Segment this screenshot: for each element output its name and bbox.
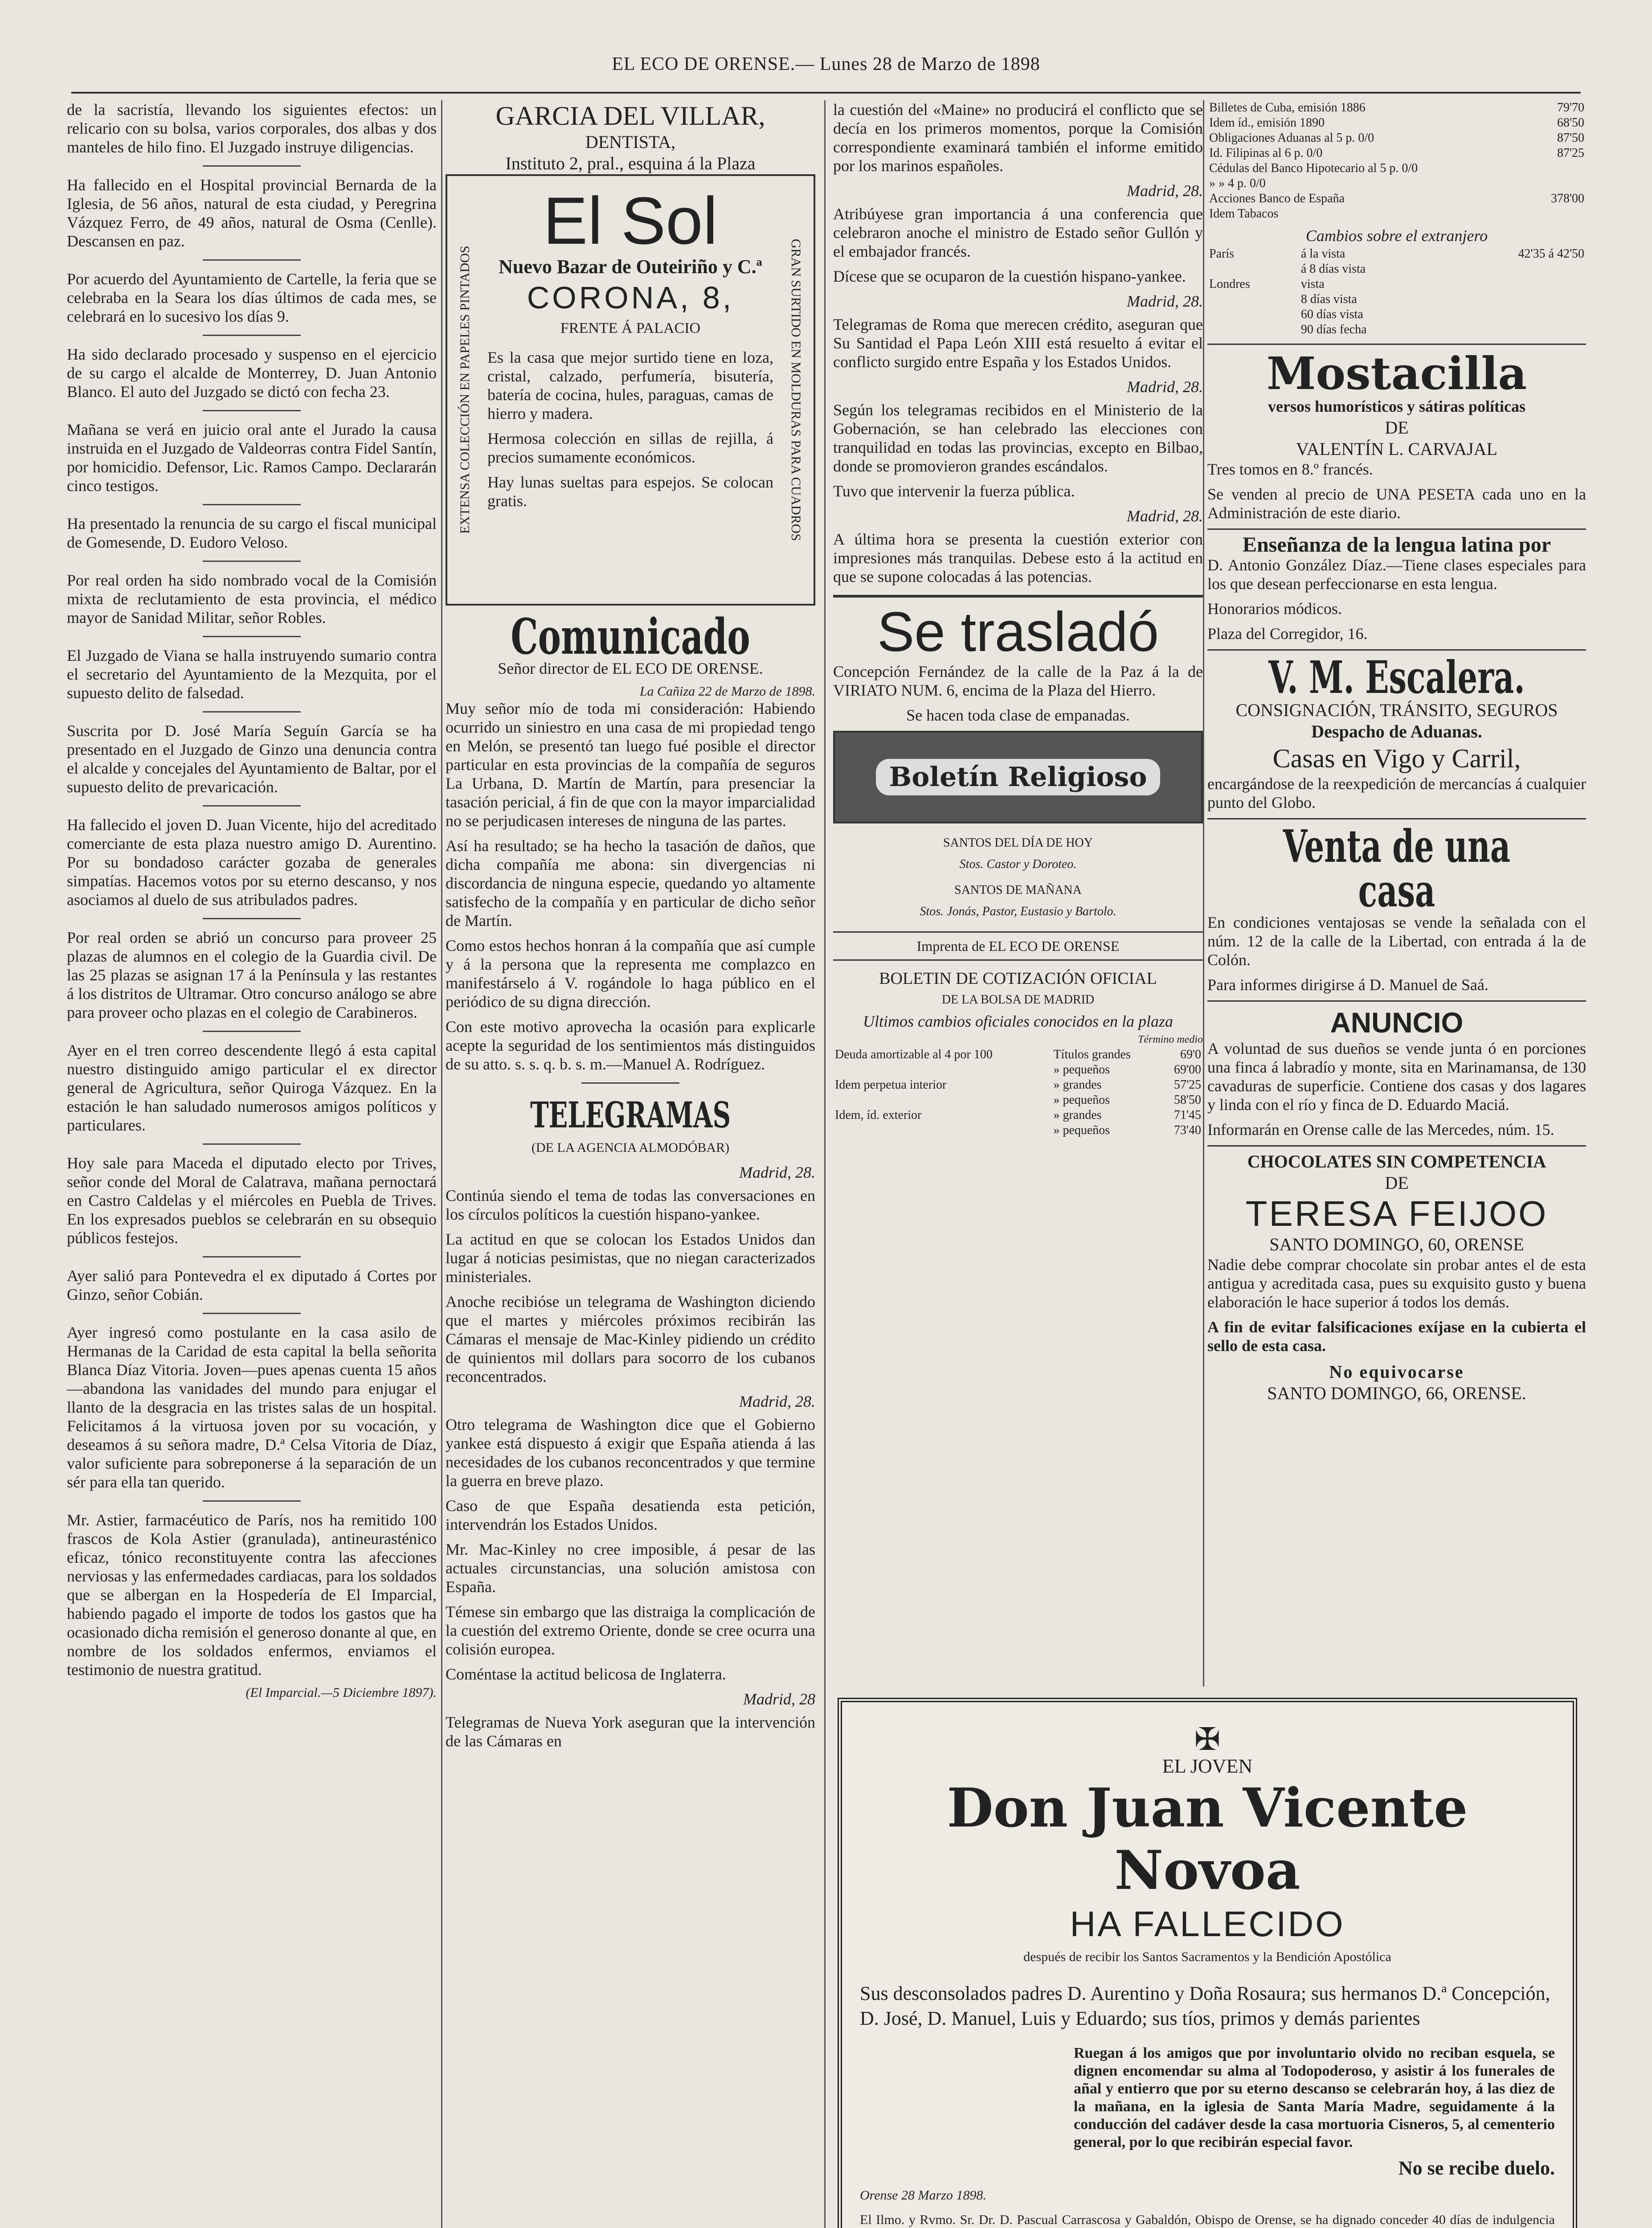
- bond-value: 58'50: [1174, 1093, 1201, 1107]
- bond-name: Deuda amortizable al 4 por 100: [835, 1048, 993, 1061]
- telegram-text: Según los telegramas recibidos en el Ministerio de la Gobernación, se han celebrado las elecciones con tranquilidad en todas las provincias, excepto en Bilbao, donde se promovieron grandes escándalos.: [833, 401, 1203, 475]
- bond-value: 79'70: [1557, 101, 1584, 115]
- escalera-sub: CONSIGNACIÓN, TRÁNSITO, SEGUROS: [1235, 700, 1558, 720]
- cotizacion-title: BOLETIN DE COTIZACIÓN OFICIAL: [879, 969, 1157, 988]
- cotizacion-sub: DE LA BOLSA DE MADRID: [941, 993, 1095, 1007]
- table-row: [1207, 146, 1586, 161]
- separator: [203, 711, 301, 713]
- el-sol-text: Es la casa que mejor surtido tiene en loza, cristal, calzado, perfumería, bisutería, batería de cocina, hules, paraguas, camas de hierro y madera.: [487, 348, 773, 422]
- news-item: Ayer salió para Pontevedra el ex diputado á Cortes por Ginzo, señor Cobián.: [67, 1267, 437, 1303]
- separator: [203, 1143, 301, 1145]
- column-rule: [1203, 100, 1204, 1687]
- telegram-date: Madrid, 28.: [1127, 292, 1203, 310]
- separator: [203, 1500, 301, 1502]
- chocolates-text: A fin de evitar falsificaciones exíjase en la cubierta el sello de esta casa.: [1207, 1318, 1586, 1355]
- chocolates-warning: No equivocarse: [1329, 1362, 1464, 1382]
- dentist-name: GARCIA DEL VILLAR,: [495, 101, 765, 131]
- rate: 42'35 á 42'50: [1518, 247, 1584, 261]
- escalera-casas: Casas en Vigo y Carril,: [1272, 744, 1521, 773]
- bond-value: [1530, 176, 1586, 191]
- separator: [203, 561, 301, 562]
- boletin-religioso-banner: [833, 731, 1203, 823]
- escalera-title: V. M. Escalera.: [1268, 651, 1525, 704]
- telegram-text: Tuvo que intervenir la fuerza pública.: [833, 482, 1075, 500]
- chocolates-de: DE: [1385, 1173, 1409, 1193]
- anuncio-text: Informarán en Orense calle de las Mercedes, núm. 15.: [1207, 1121, 1554, 1139]
- bond-name: Obligaciones Aduanas al 5 p. 0/0: [1209, 131, 1374, 145]
- table-row: [833, 1062, 1203, 1077]
- table-row: [1207, 161, 1586, 176]
- boletin-saints: Stos. Jonás, Pastor, Eustasio y Bartolo.: [920, 905, 1116, 918]
- separator: [203, 410, 301, 411]
- obituary-content: [860, 1724, 1555, 2228]
- bond-name: » » 4 p. 0/0: [1209, 176, 1266, 190]
- column-rule: [824, 100, 826, 2228]
- cambios-title: Cambios sobre el extranjero: [1305, 227, 1488, 245]
- table-row: [833, 1108, 1203, 1123]
- cambios-table: [1207, 246, 1586, 337]
- traslado-text: Se hacen toda clase de empanadas.: [906, 706, 1130, 724]
- bond-kind: » pequeños: [1053, 1063, 1110, 1077]
- obituary-box: [838, 1698, 1577, 2228]
- obituary-request: Ruegan á los amigos que por involuntario olvido no reciban esquela, se dignen encomendar su alma al Todopoderoso, y asistir á los funerales de añal y entierro que por su eterno descanso se celebrarán hoy, á las diez de la mañana, en la iglesia de Santa María Madre, seguidamente á la conducción del cadáver desde la casa mortuoria Cisneros, 5, al cementerio general, por lo que recibirán especial favor.: [1074, 2045, 1555, 2150]
- boletin-title: Boletín Religioso: [876, 759, 1161, 795]
- separator: [203, 335, 301, 336]
- separator: [203, 1313, 301, 1314]
- el-sol-side-left: EXTENSA COLECCIÓN EN PAPELES PINTADOS: [458, 246, 472, 534]
- telegram-text: Telegramas de Roma que merecen crédito, aseguran que Su Santidad el Papa León XIII está resuelto á evitar el conflicto surgido entre España y los Estados Unidos.: [833, 315, 1203, 371]
- table-row: [1207, 262, 1586, 277]
- term: 8 días vista: [1300, 292, 1357, 306]
- comunicado-paragraph: Así ha resultado; se ha hecho la tasación de daños, que dicha compañía me abona: sin divergencias ni discordancia de ninguna especie, quedando yo altamente satisfecho de la compañía y en particular de dicho señor de Martín.: [446, 837, 815, 930]
- telegramas-agency: (DE LA AGENCIA ALMODÓBAR): [531, 1140, 730, 1155]
- cross-icon: ✠: [1194, 1723, 1221, 1757]
- separator: [203, 918, 301, 919]
- table-row: [833, 1047, 1203, 1062]
- news-item: Por real orden ha sido nombrado vocal de la Comisión mixta de reclutamiento de esta provincia, el médico mayor de Sanidad Militar, señor Robles.: [67, 571, 437, 627]
- bond-kind: » grandes: [1053, 1078, 1102, 1092]
- bond-value: 71'45: [1174, 1108, 1201, 1122]
- term: á 8 días vista: [1300, 262, 1366, 276]
- bond-name: [833, 1093, 1051, 1108]
- venta-text: En condiciones ventajosas se vende la señalada con el núm. 12 de la calle de la Libertad, con entrada á la de Colón.: [1207, 913, 1586, 969]
- table-row: [833, 1077, 1203, 1093]
- bond-value: [1530, 206, 1586, 221]
- news-item: Ha presentado la renuncia de su cargo el fiscal municipal de Gomesende, D. Eudoro Veloso.: [67, 515, 437, 551]
- bond-kind: » grandes: [1053, 1108, 1102, 1122]
- news-item: Ha fallecido el joven D. Juan Vicente, hijo del acreditado comerciante de esta plaza nuestro amigo D. Aurentino. Por su bondadoso carácter gozaba de generales simpatías. Hacemos votos por su eterno descanso, y nos asociamos al duelo de sus atribulados padres.: [67, 816, 437, 909]
- bond-name: Billetes de Cuba, emisión 1886: [1209, 101, 1366, 115]
- chocolates-text: Nadie debe comprar chocolate sin probar antes el de esta antigua y acreditada casa, pues su exquisito gusto y buena elaboración le hace superior á todos los demás.: [1207, 1256, 1586, 1311]
- column-telegrams-boletin: [833, 100, 1203, 1138]
- bond-value: 57'25: [1174, 1078, 1201, 1092]
- separator: [203, 504, 301, 505]
- cotizacion-table: [833, 1047, 1203, 1138]
- separator: [1207, 649, 1586, 651]
- table-row: [1207, 277, 1586, 292]
- obituary-bishop: El Ilmo. y Rvmo. Sr. Dr. D. Pascual Carrascosa y Gabaldón, Obispo de Orense, se ha dignado conceder 40 días de indulgencia: [860, 2212, 1555, 2227]
- el-sol-text: Hay lunas sueltas para espejos. Se colocan gratis.: [487, 473, 773, 510]
- telegram-text: Mr. Mac-Kinley no cree imposible, á pesar de las actuales circunstancias, una solución amistosa con España.: [446, 1540, 815, 1596]
- separator: [1207, 528, 1586, 530]
- table-row: [1207, 176, 1586, 191]
- separator: [203, 805, 301, 807]
- anuncio-text: A voluntad de sus dueños se vende junta ó en porciones una finca á labradío y monte, sita en Marinamansa, de 130 cavaduras de superficie. Contiene dos casas y dos lagares y linda con el río y finca de D. Eduardo Maciá.: [1207, 1040, 1586, 1114]
- bond-name: Idem perpetua interior: [835, 1078, 947, 1092]
- chocolates-title: CHOCOLATES SIN COMPETENCIA: [1247, 1151, 1546, 1171]
- telegram-text: Caso de que España desatienda esta petición, intervendrán los Estados Unidos.: [446, 1497, 815, 1533]
- news-item: Mañana se verá en juicio oral ante el Jurado la causa instruida en el Juzgado de Valdeorras contra Fidel Santín, por homicidio. Defensor, Lic. Ramos Campo. Declararán cinco testigos.: [67, 421, 437, 495]
- separator: [833, 931, 1203, 933]
- news-item: Ayer en el tren correo descendente llegó á esta capital nuestro distinguido amigo particular el ex director general de Agricultura, señor Quiroga Vázquez. En la estación le han saludado numerosos amigos políticos y particulares.: [67, 1041, 437, 1134]
- imprenta-line: Imprenta de EL ECO DE ORENSE: [916, 938, 1120, 954]
- news-item: Ayer ingresó como postulante en la casa asilo de Hermanas de la Caridad de esta capital la bella señorita Blanca Díaz Vitoria. Joven—pues apenas cuenta 15 años—abandona las vanidades del mundo para enjugar el llanto de la desgracia en las tristes salas de un hospital. Felicitamos á la virtuosa joven por su vocación, y deseamos á su señora madre, D.ª Celsa Vitoria de Díaz, valor suficiente para sobreponerse á la separación de un sér para ella tan querido.: [67, 1323, 437, 1491]
- telegram-date: Madrid, 28: [743, 1690, 815, 1708]
- bond-name: Idem, íd. exterior: [835, 1108, 922, 1122]
- bond-name: Cédulas del Banco Hipotecario al 5 p. 0/0: [1209, 161, 1418, 175]
- table-row: [1207, 100, 1586, 115]
- separator: [833, 595, 1203, 598]
- bond-name: Id. Filipinas al 6 p. 0/0: [1209, 146, 1323, 160]
- telegram-text: Continúa siendo el tema de todas las conversaciones en los círculos políticos la cuestión hispano-yankee.: [446, 1187, 815, 1223]
- bond-kind: Títulos grandes: [1053, 1048, 1131, 1061]
- comunicado-paragraph: Como estos hechos honran á la compañía que así cumple y á la persona que la representa me complazco en manifestárselo á V. rogándole lo haga público en el periódico de su digna dirección.: [446, 937, 815, 1011]
- obituary-family: Sus desconsolados padres D. Aurentino y Doña Rosaura; sus hermanos D.ª Concepción, D. José, D. Manuel, Luis y Eduardo; sus tíos, primos y demás parientes: [860, 1982, 1550, 2029]
- table-row: [833, 1123, 1203, 1138]
- el-sol-front: FRENTE Á PALACIO: [560, 320, 701, 336]
- news-item: Hoy sale para Maceda el diputado electo por Trives, señor conde del Moral de Calatrava, mañana pernoctará en Castro Caldelas y el miércoles en Puebla de Trives. En los expresados pueblos se celebrarán en su obsequio públicos festejos.: [67, 1154, 437, 1247]
- comunicado-to: Señor director de EL ECO DE ORENSE.: [498, 659, 763, 677]
- separator: [203, 636, 301, 637]
- dentist-address: Instituto 2, pral., esquina á la Plaza: [505, 153, 756, 173]
- header-rule: [71, 92, 1581, 94]
- term: vista: [1300, 277, 1325, 291]
- bond-name: Idem íd., emisión 1890: [1209, 116, 1325, 130]
- telegram-text: Anoche recibióse un telegrama de Washington diciendo que el martes y miércoles próximos recibirán las Cámaras el mensaje de Mac-Kinley pidiendo un crédito de quinientos mil dollars para socorro de los cubanos reconcentrados.: [446, 1293, 815, 1385]
- bond-name: [833, 1062, 1051, 1077]
- table-row: [1207, 115, 1586, 131]
- news-item: Por real orden se abrió un concurso para proveer 25 plazas de alumnos en el colegio de la Guardia civil. De las 25 plazas se asignan 17 á la Península y las restantes á los distritos de Ultramar. Otro concurso análogo se abre para proveer ocho plazas en el colegio de Carabineros.: [67, 929, 437, 1021]
- comunicado-title: Comunicado: [511, 608, 750, 665]
- dentist-ad: [446, 100, 815, 174]
- comunicado-paragraph: Muy señor mío de toda mi consideración: Habiendo ocurrido un siniestro en una casa de mi propiedad tengo en Melón, se presentó tan luego fué posible el director particular en esta provincias de la compañía de seguros La Urbana, D. Martín de Martín, para presenciar la tasación pericial, á fin de que con la mayor imparcialidad no se perjudicasen intereses de ninguna de las partes.: [446, 700, 815, 830]
- news-item: Por acuerdo del Ayuntamiento de Cartelle, la feria que se celebraba en la Seara los días últimos de cada mes, se celebrará en lo sucesivo los días 9.: [67, 270, 437, 325]
- chocolates-name: TERESA FEIJOO: [1245, 1194, 1548, 1233]
- column-local-news: [67, 100, 437, 1700]
- escalera-desp: Despacho de Aduanas.: [1311, 721, 1482, 741]
- table-row: [1207, 322, 1586, 337]
- news-item: Suscrita por D. José María Seguín García se ha presentado en el Juzgado de Ginzo una denuncia contra el alcalde y concejales del Ayuntamiento de Baltar, por el supuesto delito de prevaricación.: [67, 722, 437, 796]
- bond-value: 69'00: [1174, 1063, 1201, 1077]
- telegram-text: Atribúyese gran importancia á una conferencia que celebraron anoche el ministro de Estado señor Gullón y el embajador francés.: [833, 205, 1203, 260]
- traslado-text: Concepción Fernández de la calle de la Paz á la de VIRIATO NUM. 6, encima de la Plaza del Hierro.: [833, 663, 1203, 699]
- separator: [1207, 818, 1586, 819]
- separator: [1207, 344, 1586, 345]
- city: Londres: [1209, 277, 1250, 291]
- bond-value: [1530, 161, 1586, 176]
- bond-kind: » pequeños: [1053, 1123, 1110, 1137]
- news-source: (El Imparcial.—5 Diciembre 1897).: [245, 1685, 437, 1700]
- telegram-text: Telegramas de Nueva York aseguran que la intervención de las Cámaras en: [446, 1713, 815, 1750]
- mostacilla-text: Tres tomos en 8.º francés.: [1207, 460, 1373, 478]
- telegram-date: Madrid, 28.: [739, 1392, 815, 1410]
- el-sol-ad: [446, 174, 815, 606]
- header-title: EL ECO DE ORENSE.— Lunes 28 de Marzo de 1898: [612, 54, 1040, 74]
- bonds-table: [1207, 100, 1586, 221]
- cotizacion-term: Término medio: [1138, 1034, 1203, 1045]
- telegram-date: Madrid, 28.: [1127, 507, 1203, 525]
- escalera-text: encargándose de la reexpedición de mercancías á cualquier punto del Globo.: [1207, 775, 1586, 811]
- obituary-name: Don Juan Vicente Novoa: [947, 1777, 1468, 1902]
- comunicado-place: La Cañiza 22 de Marzo de 1898.: [639, 684, 815, 699]
- obituary-date: Orense 28 Marzo 1898.: [860, 2188, 986, 2203]
- separator: [1207, 1000, 1586, 1002]
- page-header: [71, 53, 1581, 94]
- telegram-text: Coméntase la actitud belicosa de Inglaterra.: [446, 1665, 726, 1683]
- city: París: [1209, 247, 1234, 261]
- el-sol-side-right: GRAN SURTIDO EN MOLDURAS PARA CUADROS: [789, 238, 803, 541]
- news-item: de la sacristía, llevando los siguientes efectos: un relicario con su bolsa, varios corporales, dos albas y dos manteles de hilo fino. El Juzgado instruye diligencias.: [67, 101, 437, 156]
- cotizacion-last: Ultimos cambios oficiales conocidos en la plaza: [863, 1012, 1173, 1030]
- term: á la vista: [1300, 247, 1345, 261]
- telegram-date: Madrid, 28.: [1127, 378, 1203, 396]
- el-sol-text: Hermosa colección en sillas de rejilla, á precios sumamente económicos.: [487, 430, 773, 466]
- bond-name: Idem Tabacos: [1209, 207, 1279, 221]
- venta-title: Venta de una casa: [1283, 820, 1511, 917]
- mostacilla-sub: versos humorísticos y sátiras políticas: [1268, 397, 1525, 415]
- table-row: [1207, 191, 1586, 206]
- table-row: [1207, 131, 1586, 146]
- obituary-died: HA FALLECIDO: [1070, 1904, 1345, 1944]
- separator: [203, 1256, 301, 1257]
- anuncio-title: ANUNCIO: [1330, 1007, 1464, 1039]
- telegram-text: la cuestión del «Maine» no producirá el conflicto que se decía en los primeros momentos, porque la Comisión correspondiente examinará también el informe emitido por los marinos españoles.: [833, 101, 1203, 175]
- obituary-no-duelo: No se recibe duelo.: [1398, 2157, 1555, 2179]
- term: 60 días vista: [1300, 307, 1363, 321]
- telegramas-title: TELEGRAMAS: [530, 1094, 731, 1136]
- latina-text: D. Antonio González Díaz.—Tiene clases especiales para los que desean perfeccionarse en esta lengua.: [1207, 556, 1586, 593]
- news-item: Ha sido declarado procesado y suspenso en el ejercicio de su cargo el alcalde de Monterrey, D. Juan Antonio Blanco. El auto del Juzgado se dictó con fecha 23.: [67, 345, 437, 401]
- mostacilla-title: Mostacilla: [1266, 347, 1527, 400]
- telegram-text: Dícese que se ocuparon de la cuestión hispano-yankee.: [833, 267, 1186, 285]
- bond-value: 378'00: [1550, 192, 1584, 205]
- column-ads-telegrams: [446, 100, 815, 1757]
- mostacilla-text: Se venden al precio de UNA PESETA cada uno en la Administración de este diario.: [1207, 485, 1586, 522]
- chocolates-addr2: SANTO DOMINGO, 66, ORENSE.: [1267, 1383, 1526, 1403]
- telegram-text: Témese sin embargo que las distraiga la complicación de la cuestión del extremo Oriente, donde se cree ocurra una colisión europea.: [446, 1603, 815, 1658]
- bond-kind: » pequeños: [1053, 1093, 1110, 1107]
- bond-value: 87'50: [1557, 131, 1584, 145]
- boletin-heading: SANTOS DEL DÍA DE HOY: [943, 836, 1093, 850]
- separator: [833, 959, 1203, 961]
- comunicado-paragraph: Con este motivo aprovecha la ocasión para explicarle acepte la seguridad de los sentimientos más distinguidos de su atto. s. s. q. b. s. m.—Manuel A. Rodríguez.: [446, 1018, 815, 1073]
- latina-text: Plaza del Corregidor, 16.: [1207, 625, 1368, 643]
- latina-title: Enseñanza de la lengua latina por: [1242, 533, 1551, 557]
- separator: [581, 1082, 679, 1084]
- telegram-date: Madrid, 28.: [1127, 182, 1203, 200]
- telegram-text: La actitud en que se colocan los Estados Unidos dan lugar á noticias pesimistas, que no niegan caracterizados ministeriales.: [446, 1230, 815, 1286]
- table-row: [1207, 206, 1586, 221]
- bond-name: [833, 1123, 1051, 1138]
- bond-value: 69'0: [1180, 1048, 1201, 1061]
- news-item: Ha fallecido en el Hospital provincial Bernarda de la Iglesia, de 56 años, natural de esta ciudad, y Peregrina Vázquez Ferro, de 49 años, natural de Osma (Cenlle). Descansen en paz.: [67, 176, 437, 250]
- mostacilla-de: DE: [1385, 418, 1409, 438]
- news-item: Mr. Astier, farmacéutico de París, nos ha remitido 100 frascos de Kola Astier (granulada), antineurasténico eficaz, tónico reconstituyente contra las afecciones nerviosas y las enfermedades cardiacas, para los soldados que se albergan en la Hospedería de El Imparcial, habiendo pagado el importe de todos los gastos que ha ocasionado dicha remisión el generoso donante al que, en nombre de los soldados enfermos, enviamos el testimonio de nuestra gratitud.: [67, 1511, 437, 1679]
- chocolates-addr: SANTO DOMINGO, 60, ORENSE: [1269, 1234, 1524, 1254]
- obituary-after: después de recibir los Santos Sacramentos y la Bendición Apostólica: [1023, 1950, 1391, 1964]
- dentist-role: DENTISTA,: [585, 132, 676, 152]
- table-row: [1207, 246, 1586, 262]
- mostacilla-author: VALENTÍN L. CARVAJAL: [1296, 439, 1497, 459]
- term: 90 días fecha: [1300, 323, 1367, 336]
- el-sol-street: CORONA, 8,: [527, 280, 734, 315]
- bond-value: 73'40: [1174, 1123, 1201, 1137]
- traslado-title: Se trasladó: [877, 601, 1159, 663]
- column-ads: [1207, 100, 1586, 1404]
- separator: [203, 1031, 301, 1032]
- el-sol-sub: Nuevo Bazar de Outeiriño y C.ª: [499, 256, 762, 278]
- separator: [1207, 1145, 1586, 1147]
- table-row: [1207, 307, 1586, 322]
- table-row: [833, 1093, 1203, 1108]
- obituary-el: EL JOVEN: [1162, 1755, 1253, 1777]
- table-row: [1207, 292, 1586, 307]
- telegram-date: Madrid, 28.: [739, 1163, 815, 1181]
- telegram-text: Otro telegrama de Washington dice que el Gobierno yankee está dispuesto á exigir que España atienda á las necesidades de los cubanos reconcentrados y que termine la guerra en breve plazo.: [446, 1416, 815, 1490]
- el-sol-title: El Sol: [543, 183, 718, 258]
- news-item: El Juzgado de Viana se halla instruyendo sumario contra el secretario del Ayuntamiento de la Mezquita, por el supuesto delito de falsedad.: [67, 647, 437, 702]
- venta-text: Para informes dirigirse á D. Manuel de Saá.: [1207, 976, 1488, 994]
- bond-value: 68'50: [1557, 116, 1584, 130]
- separator: [203, 165, 301, 167]
- boletin-saints: Stos. Castor y Doroteo.: [959, 857, 1077, 871]
- boletin-heading: SANTOS DE MAÑANA: [954, 883, 1082, 897]
- column-rule: [441, 100, 442, 2228]
- telegram-text: A última hora se presenta la cuestión exterior con impresiones más tranquilas. Debese esto á la actitud en que se supone colocadas á las potencias.: [833, 530, 1203, 586]
- bond-value: 87'25: [1557, 146, 1584, 160]
- latina-text: Honorarios módicos.: [1207, 600, 1342, 618]
- bond-name: Acciones Banco de España: [1209, 192, 1345, 205]
- separator: [203, 259, 301, 261]
